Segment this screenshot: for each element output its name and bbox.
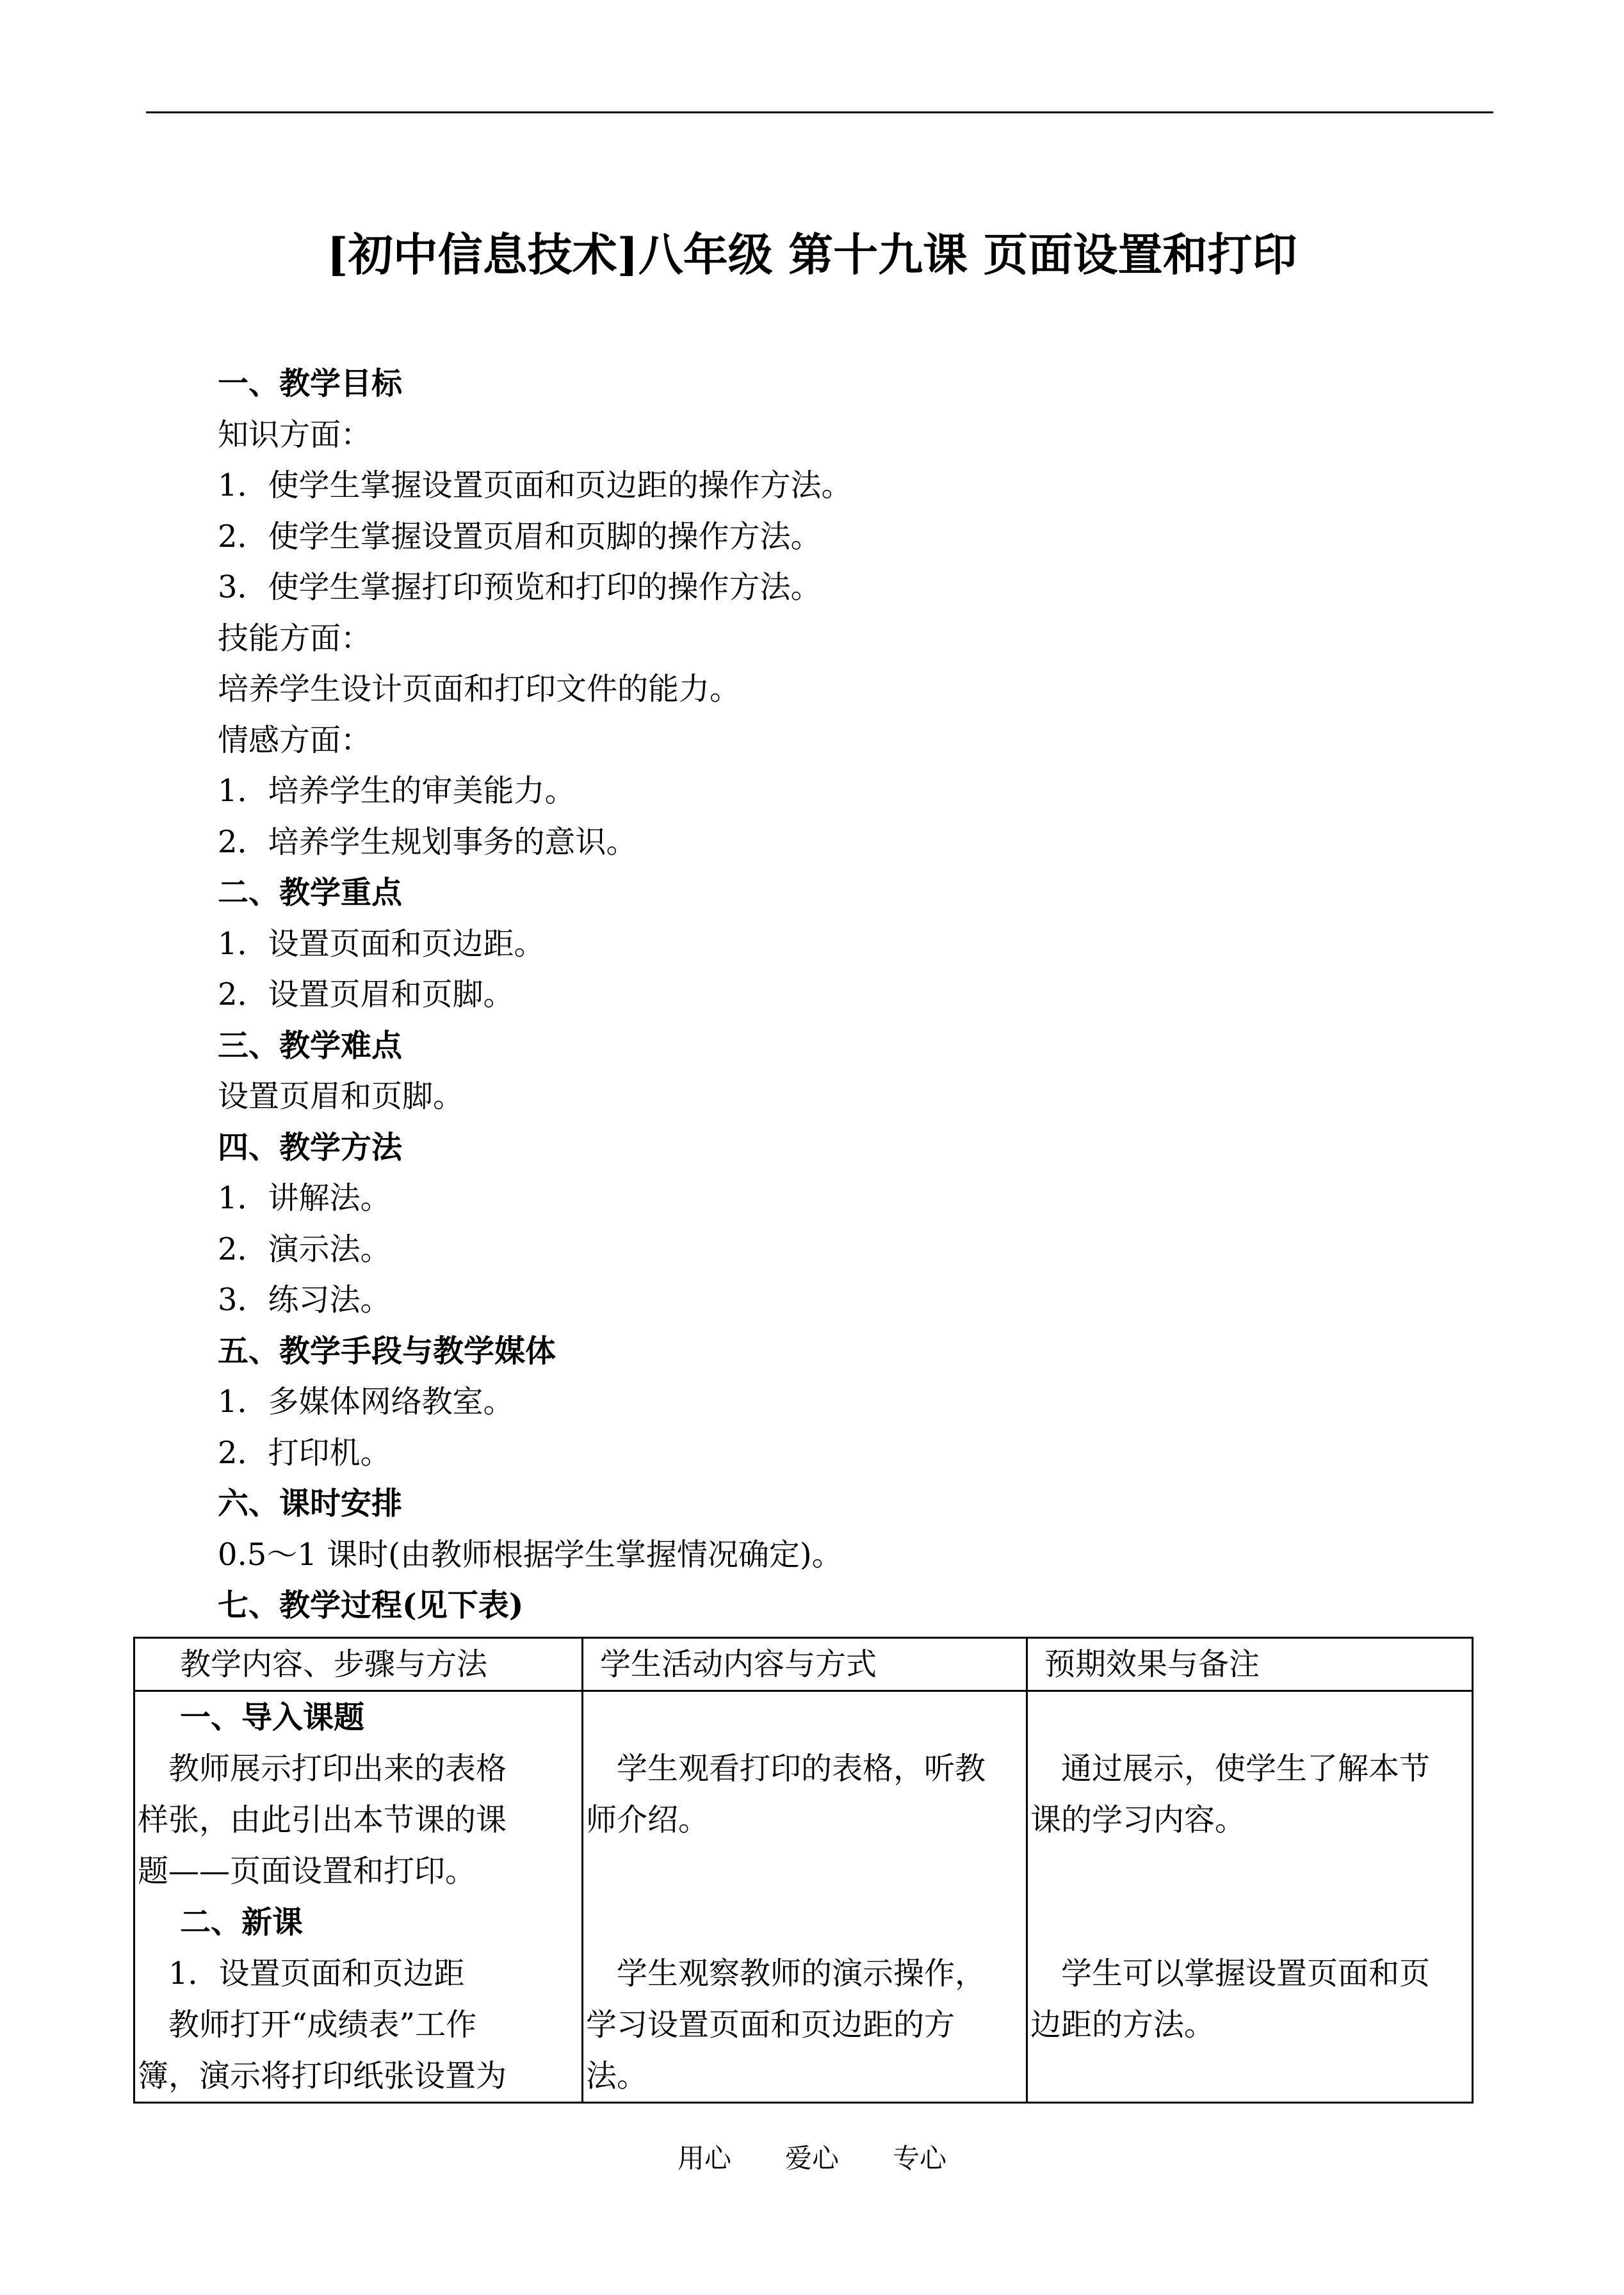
body-line: 1．设置页面和页边距。 (218, 925, 545, 962)
cell-line (586, 1897, 1023, 1948)
table-cell-student-activity (583, 1691, 1027, 2103)
cell-line (1030, 1897, 1469, 1948)
table-header-cell: 预期效果与备注 (1027, 1638, 1473, 1691)
table-cell-content-steps (134, 1691, 583, 2103)
body-line: 设置页眉和页脚。 (218, 1078, 464, 1114)
body-line: 3．使学生掌握打印预览和打印的操作方法。 (218, 569, 822, 605)
header-rule (146, 111, 1493, 113)
cell-line: 边距的方法。 (1030, 2007, 1215, 2043)
table-header-cell: 教学内容、步骤与方法 (134, 1638, 583, 1691)
table-cell-expected-effect (1027, 1691, 1473, 2103)
body-line: 1．讲解法。 (218, 1180, 391, 1216)
cell-line: 学习设置页面和页边距的方 (586, 2007, 955, 2043)
section-heading: 三、教学难点 (218, 1027, 403, 1064)
table-row (134, 1691, 1473, 2103)
cell-line (1030, 2050, 1469, 2102)
cell-line (586, 1692, 1023, 1743)
section-heading: 一、教学目标 (218, 366, 403, 401)
cell-heading: 一、导入课题 (180, 1699, 365, 1735)
cell-line: 通过展示，使学生了解本节 (1030, 1751, 1431, 1787)
section-heading: 五、教学手段与教学媒体 (218, 1333, 556, 1369)
cell-line: 样张，由此引出本节课的课 (138, 1802, 507, 1838)
body-line: 2．打印机。 (218, 1434, 391, 1471)
cell-line: 教师打开“成绩表”工作 (138, 2007, 477, 2043)
section-heading: 六、课时安排 (218, 1486, 403, 1521)
section-heading: 四、教学方法 (218, 1129, 403, 1165)
cell-line: 学生观察教师的演示操作， (586, 1956, 986, 1991)
document-title: [初中信息技术]八年级 第十九课 页面设置和打印 (327, 228, 1297, 281)
body-line: 知识方面： (218, 416, 372, 453)
cell-line (1030, 1845, 1469, 1897)
cell-line: 师介绍。 (586, 1802, 710, 1838)
cell-line: 1．设置页面和页边距 (138, 1956, 465, 1991)
body-line: 1．使学生掌握设置页面和页边距的操作方法。 (218, 467, 852, 503)
cell-line: 学生观看打印的表格，听教 (586, 1751, 986, 1787)
cell-heading: 二、新课 (180, 1904, 304, 1940)
body-line: 2．设置页眉和页脚。 (218, 977, 514, 1012)
cell-line: 教师展示打印出来的表格 (138, 1751, 507, 1787)
document-body (218, 359, 1492, 1632)
cell-line: 学生可以掌握设置页面和页 (1030, 1956, 1431, 1991)
body-line: 1．多媒体网络教室。 (218, 1384, 514, 1420)
body-line: 培养学生设计页面和打印文件的能力。 (218, 671, 741, 707)
cell-line (1030, 1692, 1469, 1743)
table-header-cell: 学生活动内容与方式 (583, 1638, 1027, 1691)
cell-line: 题——页面设置和打印。 (138, 1853, 476, 1889)
body-line: 2．培养学生规划事务的意识。 (218, 823, 637, 860)
body-line: 0.5～1 课时(由教师根据学生掌握情况确定)。 (218, 1536, 843, 1573)
section-heading: 七、教学过程(见下表) (218, 1587, 524, 1623)
body-line: 3．练习法。 (218, 1282, 391, 1318)
cell-line: 课的学习内容。 (1030, 1802, 1246, 1838)
body-line: 2．使学生掌握设置页眉和页脚的操作方法。 (218, 518, 822, 555)
body-line: 1．培养学生的审美能力。 (218, 773, 576, 809)
cell-line: 簿，演示将打印纸张设置为 (138, 2058, 507, 2094)
section-heading: 二、教学重点 (218, 875, 403, 911)
table-header-row (134, 1638, 1473, 1691)
page-footer: 用心 爱心 专心 (677, 2143, 946, 2174)
cell-line (586, 1845, 1023, 1897)
body-line: 情感方面： (218, 722, 372, 758)
cell-line: 法。 (586, 2058, 648, 2094)
body-line: 技能方面： (218, 620, 372, 656)
body-line: 2．演示法。 (218, 1231, 391, 1267)
teaching-process-table (133, 1637, 1474, 2104)
